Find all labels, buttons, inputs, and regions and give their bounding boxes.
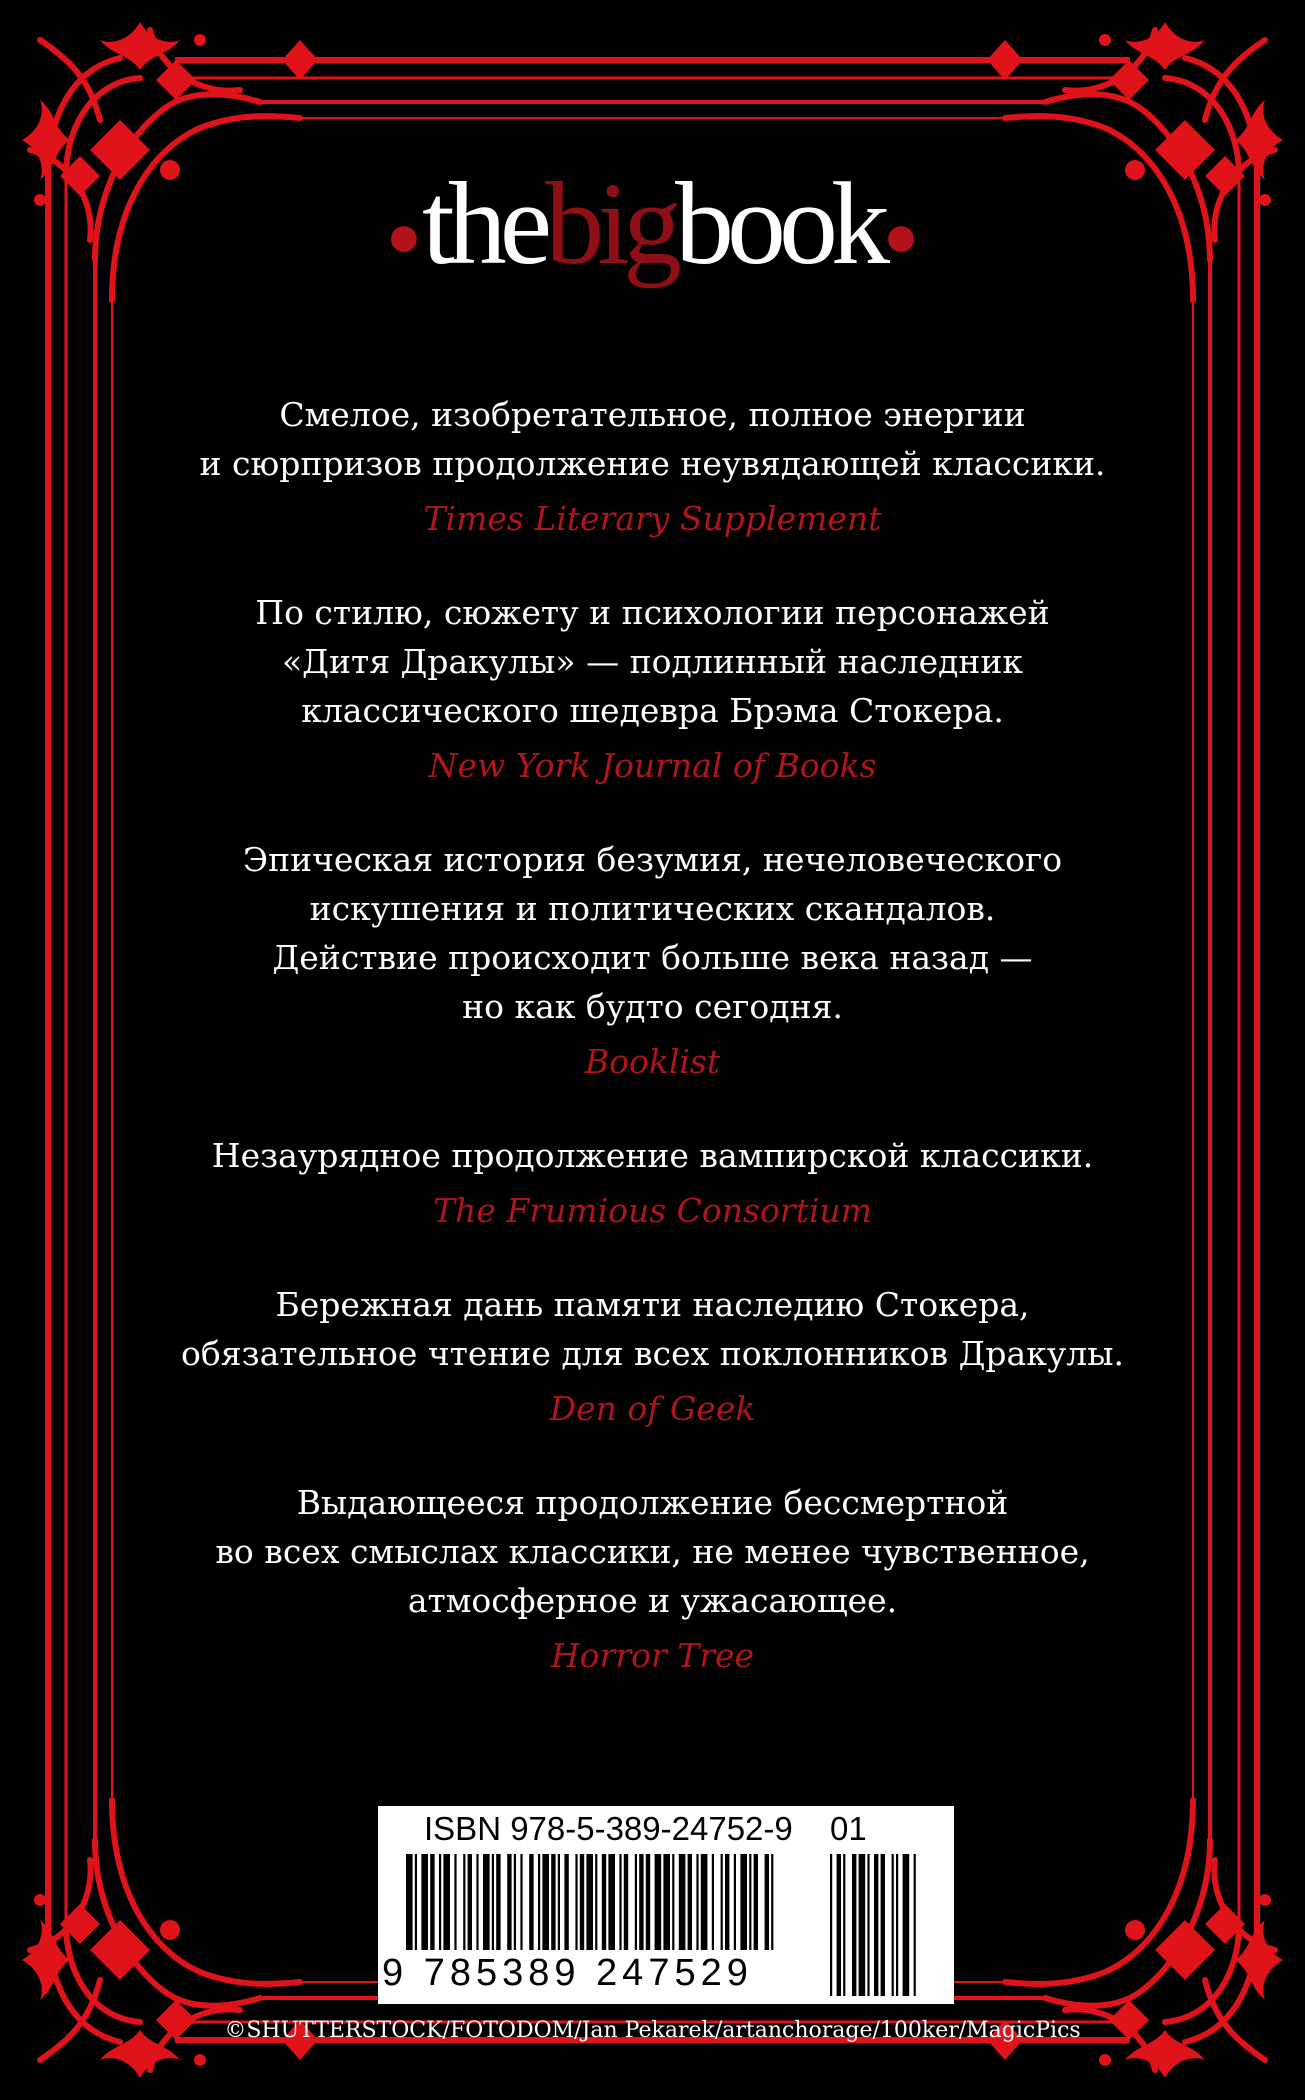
barcode-digits: 9 785389 247529 [382,1952,753,1994]
review-item [150,390,1155,541]
barcode-bar [646,1854,650,1950]
barcode-bar [635,1854,637,1950]
barcode-bar [538,1854,540,1950]
addon-bar [892,1854,894,1996]
barcode-bar [749,1854,751,1950]
barcode-bar [483,1854,490,1950]
barcode-bar [619,1854,621,1950]
isbn-barcode [378,1806,954,2004]
addon-bar [881,1854,885,1996]
barcode-bar [721,1854,723,1950]
review-quote: Смелое, изобретательное, полное энергии и сюрпризов продолжение неувядающей классики. [199,395,1106,483]
barcode-bar [725,1854,729,1950]
logo-book: book [674,158,883,289]
review-source: Den of Geek [549,1389,756,1428]
barcode-bar [740,1854,747,1950]
review-source: Booklist [584,1042,721,1081]
review-item [150,1280,1155,1431]
barcode-bar [663,1854,670,1950]
barcode-bar [415,1854,417,1950]
review-item [150,1131,1155,1233]
barcode-bar [734,1854,736,1950]
barcode-bar [639,1854,643,1950]
barcode-bar [688,1854,692,1950]
barcode-bar [542,1854,549,1950]
barcode-bar [430,1854,434,1950]
logo-dot-right: ● [882,202,920,269]
barcode-bar [602,1854,606,1950]
barcode-bar [679,1854,686,1950]
publisher-logo [0,158,1305,289]
review-source: Times Literary Supplement [423,499,882,538]
review-quote: Незаурядное продолжение вампирской классики. [211,1136,1094,1175]
addon-bar [867,1854,869,1996]
barcode-bar [672,1854,674,1950]
barcode-bar [476,1854,478,1950]
barcode-bar [558,1854,560,1950]
barcode-bar [624,1854,628,1950]
barcode-bar [701,1854,708,1950]
addon-bar [903,1854,910,1996]
barcode-bar [454,1854,456,1950]
barcode-bar [754,1854,758,1950]
addon-bar [896,1854,898,1996]
barcode-bar [575,1854,577,1950]
review-source: New York Journal of Books [428,746,877,785]
barcode-bar [580,1854,584,1950]
review-item [150,835,1155,1084]
review-quote: Выдающееся продолжение бессмертной во всех смыслах классики, не менее чувственное, атмосферное и ужасающее. [215,1483,1090,1620]
review-item [150,588,1155,788]
barcode-bar [443,1854,450,1950]
barcode-bar [529,1854,533,1950]
barcode-bar [492,1854,494,1950]
addon-bar [852,1854,856,1996]
barcode-bar [463,1854,465,1950]
logo-dot-left: ● [385,202,423,269]
review-quote: По стилю, сюжету и психологии персонажей «Дитя Дракулы» — подлинный наследник классического шедевра Брэма Стокера. [255,593,1050,730]
barcode-bar [439,1854,441,1950]
reviews-list [150,390,1155,1725]
barcode-bar [551,1854,555,1950]
review-quote: Эпическая история безумия, нечеловеческого искушения и политических скандалов. Действие происходит больше века назад — но как будто сегодня. [242,840,1063,1026]
barcode-bar [496,1854,500,1950]
logo-big: big [545,158,675,289]
barcode-bar [771,1854,773,1950]
barcode-bar [421,1854,428,1950]
barcode-bar [514,1854,516,1950]
barcode-bar [468,1854,472,1950]
addon-bar [843,1854,845,1996]
addon-bar [874,1854,878,1996]
barcode-bar [586,1854,593,1950]
image-credit: ©SHUTTERSTOCK/FOTODOM/Jan Pekarek/artanchorage/100ker/MagicPics [224,2018,1081,2043]
review-source: The Frumious Consortium [433,1191,872,1230]
addon-bar [830,1854,832,1996]
barcode-bar [520,1854,522,1950]
isbn-addon: 01 [830,1810,867,1847]
logo-the: the [422,158,546,289]
barcode-bar [595,1854,597,1950]
barcode-bar [507,1854,511,1950]
addon-bar [837,1854,841,1996]
isbn-label: ISBN 978-5-389-24752-9 [424,1810,793,1847]
review-item [150,1478,1155,1678]
barcode-bar [655,1854,662,1950]
barcode-bar [765,1854,769,1950]
barcode-bar [696,1854,698,1950]
barcode-bar [712,1854,714,1950]
barcode-bar [564,1854,568,1950]
barcode-bar [608,1854,615,1950]
addon-bar [859,1854,866,1996]
barcode-bar [406,1854,413,1950]
review-source: Horror Tree [550,1636,755,1675]
review-quote: Бережная дань памяти наследию Стокера, обязательное чтение для всех поклонников Дракулы. [181,1285,1124,1373]
addon-bar [914,1854,916,1996]
